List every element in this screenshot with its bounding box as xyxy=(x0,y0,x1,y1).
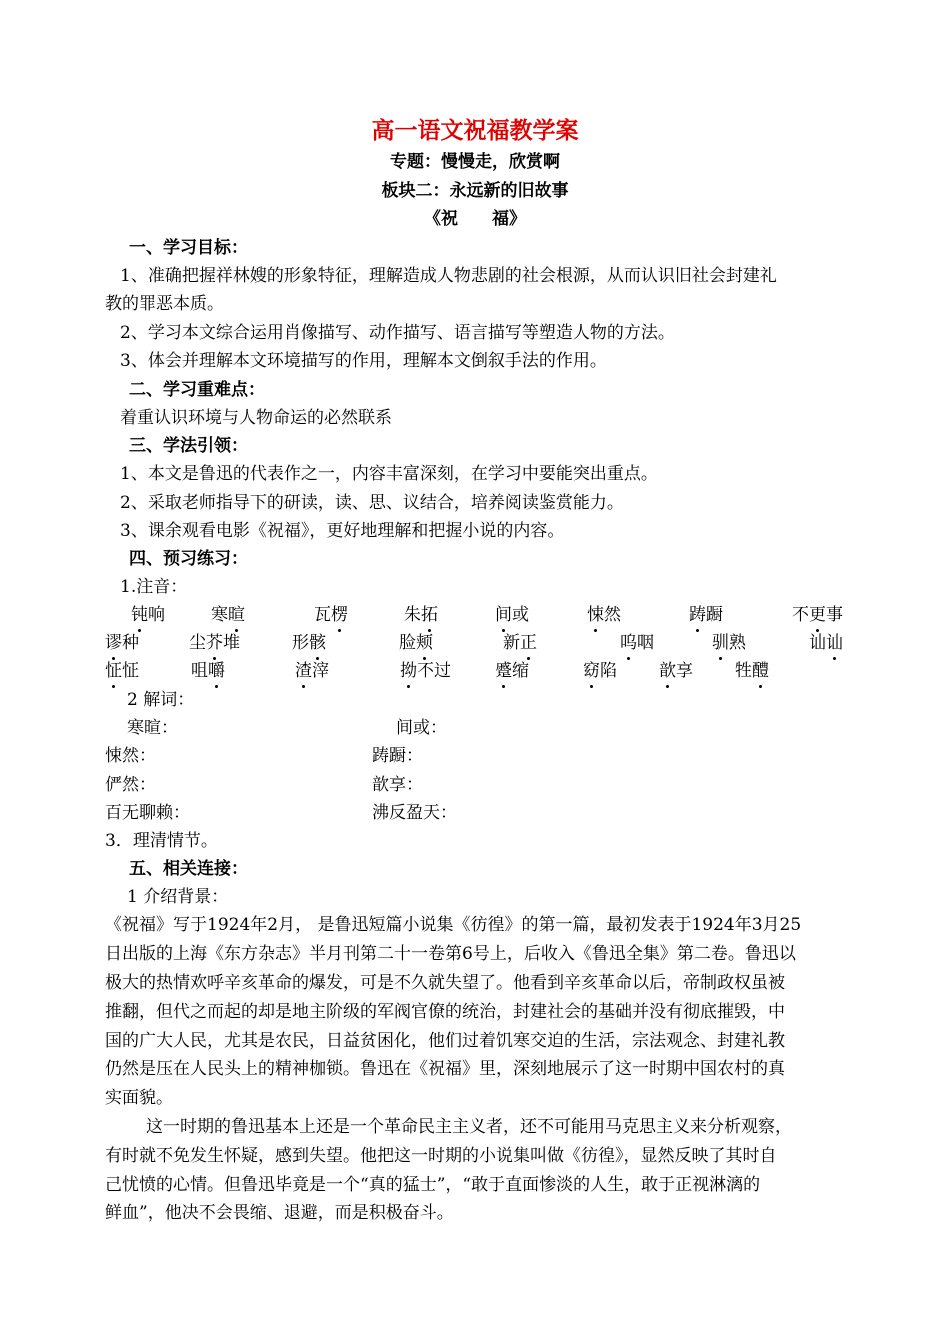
goal-1-line-2: 教的罪恶本质。 xyxy=(105,294,224,314)
pronunciation-word: 咀嚼 xyxy=(191,661,225,681)
pronunciation-word: 怔怔 xyxy=(105,661,139,681)
pronunciation-word: 拗不过 xyxy=(400,661,451,681)
section-heading-links: 五、相关连接： xyxy=(129,859,248,879)
pronunciation-word: 蹙缩 xyxy=(495,661,529,681)
pronunciation-label: 1.注音： xyxy=(120,577,188,597)
section-heading-difficulties: 二、学习重难点： xyxy=(129,380,265,400)
method-2: 2、采取老师指导下的研读，读、思、议结合，培养阅读鉴赏能力。 xyxy=(120,493,624,513)
pronunciation-word: 新正 xyxy=(503,633,537,653)
vocab-term: 沸反盈天： xyxy=(372,803,457,823)
background-label: 1 介绍背景： xyxy=(127,887,229,907)
pronunciation-word: 瓦楞 xyxy=(314,605,348,625)
pronunciation-word: 踌蹰 xyxy=(689,605,723,625)
topic-subtitle: 专题：慢慢走，欣赏啊 xyxy=(390,152,560,172)
difficulty-text: 着重认识环境与人物命运的必然联系 xyxy=(120,408,392,428)
section-subtitle: 板块二：永远新的旧故事 xyxy=(381,181,569,201)
pronunciation-word: 牲醴 xyxy=(735,661,769,681)
pronunciation-word: 间或 xyxy=(495,605,529,625)
background-paragraph-line: 日出版的上海《东方杂志》半月刊第二十一卷第6号上，后收入《鲁迅全集》第二卷。鲁迅以 xyxy=(105,944,796,964)
pronunciation-word: 朱拓 xyxy=(404,605,438,625)
pronunciation-word: 形骸 xyxy=(292,633,326,653)
section-heading-goals: 一、学习目标： xyxy=(129,238,248,258)
vocab-term: 踌蹰： xyxy=(372,746,423,766)
pronunciation-word: 歆享 xyxy=(659,661,693,681)
method-1: 1、本文是鲁迅的代表作之一，内容丰富深刻，在学习中要能突出重点。 xyxy=(120,464,658,484)
vocab-term: 悚然： xyxy=(105,746,156,766)
section-heading-method: 三、学法引领： xyxy=(129,436,248,456)
pronunciation-word: 讪讪 xyxy=(809,633,843,653)
vocab-term: 俨然： xyxy=(105,775,156,795)
lesson-title: 《祝 福》 xyxy=(424,209,526,229)
vocab-term: 百无聊赖： xyxy=(105,803,190,823)
commentary-paragraph-line: 鲜血”，他决不会畏缩、退避，而是积极奋斗。 xyxy=(105,1203,454,1223)
commentary-paragraph-line: 有时就不免发生怀疑，感到失望。他把这一时期的小说集叫做《彷徨》，显然反映了其时自 xyxy=(105,1146,777,1166)
pronunciation-word: 尘芥堆 xyxy=(189,633,240,653)
pronunciation-word: 呜咽 xyxy=(620,633,654,653)
pronunciation-word: 钝响 xyxy=(131,605,165,625)
pronunciation-word: 寒暄 xyxy=(211,605,245,625)
background-paragraph-line: 实面貌。 xyxy=(105,1088,173,1108)
plot-task: 3．理清情节。 xyxy=(105,831,218,851)
pronunciation-word: 悚然 xyxy=(587,605,621,625)
goal-2: 2、学习本文综合运用肖像描写、动作描写、语言描写等塑造人物的方法。 xyxy=(120,323,675,343)
commentary-paragraph-line: 己忧愤的心情。但鲁迅毕竟是一个“真的猛士”，“敢于直面惨淡的人生，敢于正视淋漓的 xyxy=(105,1175,761,1195)
commentary-paragraph-line: 这一时期的鲁迅基本上还是一个革命民主主义者，还不可能用马克思主义来分析观察， xyxy=(146,1117,792,1137)
background-paragraph-line: 国的广大人民，尤其是农民，日益贫困化，他们过着饥寒交迫的生活，宗法观念、封建礼教 xyxy=(105,1031,785,1051)
goal-3: 3、体会并理解本文环境描写的作用，理解本文倒叙手法的作用。 xyxy=(120,351,607,371)
background-paragraph-line: 《祝福》写于1924年2月， 是鲁迅短篇小说集《彷徨》的第一篇，最初发表于1924年3月25 xyxy=(105,915,802,935)
method-3: 3、课余观看电影《祝福》，更好地理解和把握小说的内容。 xyxy=(120,521,565,541)
pronunciation-word: 驯熟 xyxy=(712,633,746,653)
goal-1-line-1: 1、准确把握祥林嫂的形象特征，理解造成人物悲剧的社会根源，从而认识旧社会封建礼 xyxy=(120,266,777,286)
vocabulary-label: 2 解词： xyxy=(127,690,195,710)
document-title: 高一语文祝福教学案 xyxy=(371,118,579,144)
pronunciation-word: 谬种 xyxy=(105,633,139,653)
section-heading-preview: 四、预习练习： xyxy=(129,549,248,569)
pronunciation-word: 不更事 xyxy=(792,605,843,625)
vocab-term: 间或： xyxy=(396,718,447,738)
background-paragraph-line: 极大的热情欢呼辛亥革命的爆发，可是不久就失望了。他看到辛亥革命以后，帝制政权虽被 xyxy=(105,973,785,993)
vocab-term: 歆享： xyxy=(372,775,423,795)
pronunciation-word: 渣滓 xyxy=(295,661,329,681)
pronunciation-word: 脸颊 xyxy=(399,633,433,653)
vocab-term: 寒暄： xyxy=(127,718,178,738)
background-paragraph-line: 推翻，但代之而起的却是地主阶级的军阀官僚的统治，封建社会的基础并没有彻底摧毁，中 xyxy=(105,1002,785,1022)
pronunciation-word: 窈陷 xyxy=(583,661,617,681)
background-paragraph-line: 仍然是压在人民头上的精神枷锁。鲁迅在《祝福》里，深刻地展示了这一时期中国农村的真 xyxy=(105,1059,785,1079)
